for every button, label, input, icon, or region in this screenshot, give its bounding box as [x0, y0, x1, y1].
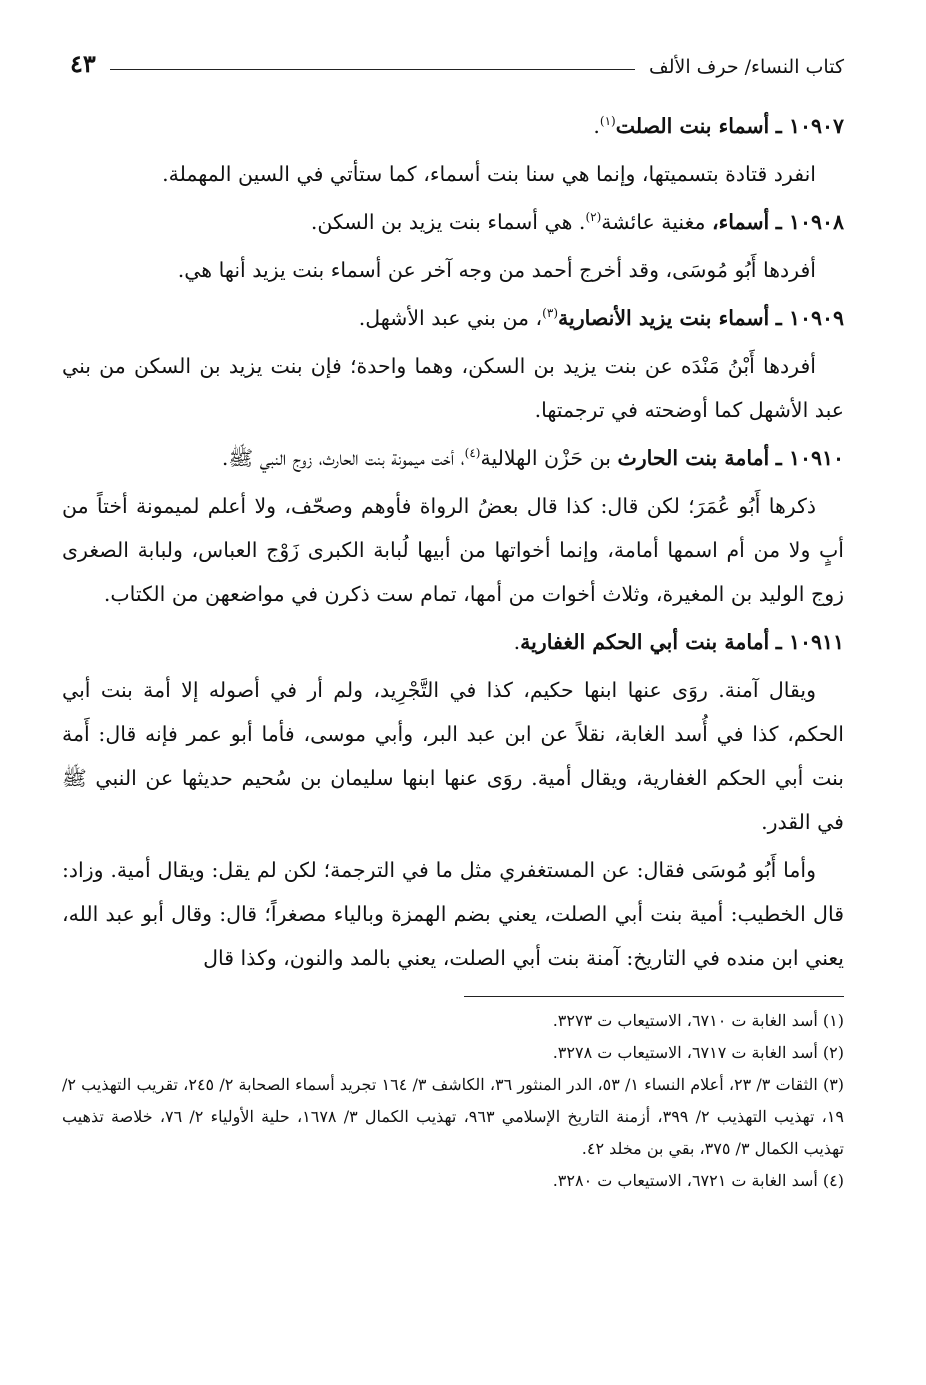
- footnote-1: (١) أسد الغابة ت ٦٧١٠، الاستيعاب ت ٣٢٧٣.: [552, 1011, 844, 1030]
- footnote-ref[interactable]: (٢): [585, 210, 602, 225]
- footnote-ref[interactable]: (٣): [542, 306, 558, 321]
- footnote-4: (٤) أسد الغابة ت ٦٧٢١، الاستيعاب ت ٣٢٨٠.: [552, 1171, 844, 1190]
- entry-name: أمامة بنت الحارث: [617, 446, 770, 470]
- entry-number: ١٠٩٠٨ ـ: [775, 210, 844, 234]
- entry-number: ١٠٩١٠ ـ: [775, 446, 844, 470]
- header-rule: [110, 69, 635, 70]
- entry-mid: مغنية عائشة: [601, 210, 713, 234]
- entry-rest: .: [593, 114, 600, 138]
- entry-mid: بن حَزْن الهلالية: [480, 446, 618, 470]
- entry-body: وأما أَبُو مُوسَى فقال: عن المستغفري مثل ما في الترجمة؛ لكن لم يقل: ويقال أمية. وزاد: قال الخطيب: أمية بنت أبي الصلت، يعني بضم الهمزة وبالياء مصغراً؛ قال: وقال أبو عبد الله، يعني ابن منده في التاريخ: آمنة بنت أبي الصلت، يعني بالمد والنون، وكذا قال: [62, 858, 844, 970]
- entry-body: انفرد قتادة بتسميتها، وإنما هي سنا بنت أسماء، كما ستأتي في السين المهملة.: [162, 162, 816, 186]
- entry-number: ١٠٩٠٩ ـ: [775, 306, 844, 330]
- running-title: كتاب النساء/ حرف الألف: [649, 56, 844, 78]
- entry-body: ذكرها أَبُو عُمَرَ؛ لكن قال: كذا قال بعضُ الرواة فأوهم وصحّف، ولا أعلم لميمونة أختاً من أبٍ ولا من أم اسمها أمامة، وإنما أخواتها من أبيها لُبابة الكبرى زَوْج العباس، ولبابة الصغرى زوج الوليد بن المغيرة، وثلاث أخوات من أمها، تمام ست ذكرن في مواضعهن من الكتاب.: [62, 494, 844, 606]
- entry-body: أفردها أَبُو مُوسَى، وقد أخرج أحمد من وجه آخر عن أسماء بنت يزيد أنها هي.: [177, 258, 816, 282]
- footnote-2: (٢) أسد الغابة ت ٦٧١٧، الاستيعاب ت ٣٢٧٨.: [552, 1043, 844, 1062]
- entry-heading-10908: [62, 200, 844, 244]
- entry-heading-10910: [62, 436, 844, 480]
- entry-heading-10907: [62, 104, 844, 148]
- entry-heading-10909: [62, 296, 844, 340]
- entry-rest: ، أخت ميمونة بنت الحارث، زوج النبي ﷺ.: [221, 446, 465, 470]
- footnote-separator: [464, 996, 844, 997]
- footnote-ref[interactable]: (٤): [464, 446, 481, 461]
- page-number: ٤٣: [70, 49, 96, 78]
- entry-number: ١٠٩٠٧ ـ: [775, 114, 844, 138]
- entry-body: أفردها أَبْنُ مَنْدَه عن بنت يزيد بن السكن، وهما واحدة؛ فإن بنت يزيد بن السكن من بني عبد الأشهل كما أوضحته في ترجمتها.: [62, 354, 844, 422]
- main-text: [62, 104, 844, 980]
- entry-name: أسماء بنت الصلت: [615, 114, 770, 138]
- entry-rest: .: [513, 630, 521, 654]
- entry-heading-10911: [62, 620, 844, 664]
- footnote-ref[interactable]: (١): [599, 114, 616, 129]
- entry-name: أمامة بنت أبي الحكم الغفارية: [520, 630, 770, 654]
- entry-name: أسماء،: [712, 210, 770, 234]
- footnotes: [62, 1005, 844, 1197]
- entry-rest: ، من بني عبد الأشهل.: [358, 306, 543, 330]
- entry-name: أسماء بنت يزيد الأنصارية: [558, 306, 770, 330]
- page-header: [62, 38, 844, 78]
- entry-body: ويقال آمنة. روَى عنها ابنها حكيم، كذا في التَّجْرِيد، ولم أر في أصوله إلا أمة بنت أبي الحكم، كذا في أُسد الغابة، نقلاً عن ابن عبد البر، وأبي موسى، فأما أبو عمر فإنه قال: أَمة بنت أبي الحكم الغفارية، ويقال أمية. روَى عنها ابنها سليمان بن سُحيم حديثها عن النبي ﷺ في القدر.: [62, 678, 844, 834]
- entry-rest: . هي أسماء بنت يزيد بن السكن.: [310, 210, 586, 234]
- entry-number: ١٠٩١١ ـ: [775, 630, 844, 654]
- footnote-3: (٣) الثقات ٣/ ٢٣، أعلام النساء ١/ ٥٣، الدر المنثور ٣٦، الكاشف ٣/ ١٦٤ تجريد أسماء الصحابة ٢/ ٢٤٥، تقريب التهذيب ٢/ ١٩، تهذيب التهذيب ٢/ ٣٩٩، أزمنة التاريخ الإسلامي ٩٦٣، تهذيب الكمال ٣/ ١٦٧٨، حلية الأولياء ٢/ ٧٦، خلاصة تذهيب تهذيب الكمال ٣/ ٣٧٥، بقي بن مخلد ٤٢.: [62, 1075, 845, 1158]
